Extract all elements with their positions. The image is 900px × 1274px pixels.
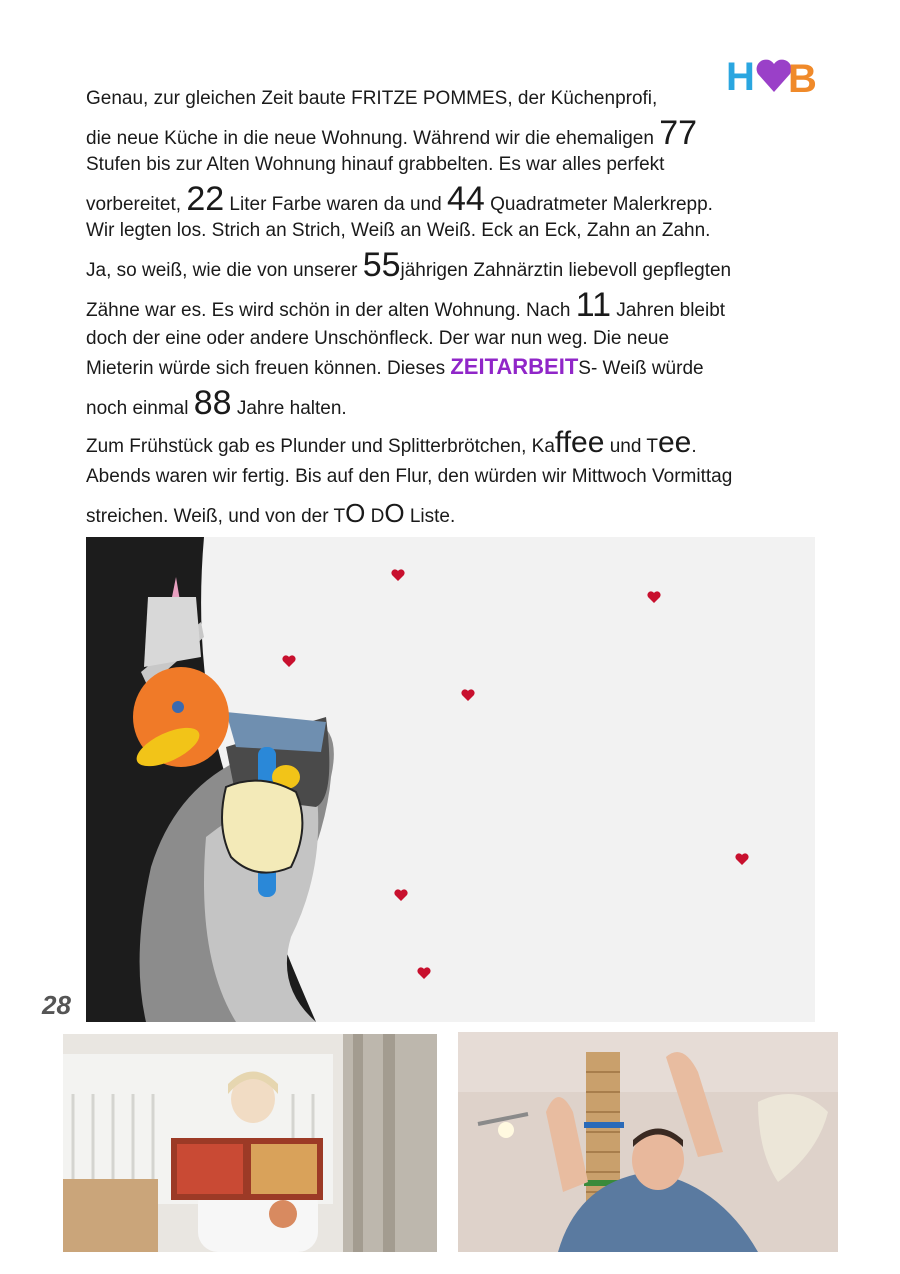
text-segment: S- Weiß würde (578, 358, 704, 379)
text-segment: Quadratmeter Malerkrepp. (484, 194, 713, 215)
text-segment: Zum Frühstück gab es Plunder und Splitterbrötchen, Ka (86, 436, 555, 457)
hat-body (144, 597, 201, 667)
text-segment: Jahren bleibt (610, 300, 726, 321)
big-ffee: ffee (554, 426, 605, 459)
painter-eye (172, 701, 184, 713)
photo-child-reading (63, 1034, 437, 1252)
big-number-55: 55 (362, 246, 401, 284)
big-o-1: O (345, 498, 366, 528)
text-segment: Liste. (404, 506, 456, 527)
text-segment: D (365, 506, 385, 527)
big-number-77: 77 (659, 114, 698, 152)
text-segment: . (691, 436, 697, 457)
text-line-12: Abends waren wir fertig. Bis auf den Flur, den würden wir Mittwoch Vormittag (86, 466, 733, 487)
text-segment: Ja, so weiß, wie die von unserer (86, 260, 363, 281)
text-segment: vorbereitet, (86, 194, 187, 215)
text-segment: Liter Farbe waren da und (224, 194, 448, 215)
text-segment: streichen. Weiß, und von der T (86, 506, 346, 527)
text-line-7 (86, 286, 725, 325)
big-number-22: 22 (186, 180, 225, 218)
photo-wooden-tower (458, 1032, 838, 1252)
text-line-4 (86, 180, 713, 219)
text-line-3: Stufen bis zur Alten Wohnung hinauf grabbelten. Es war alles perfekt (86, 154, 665, 175)
text-line-9 (86, 354, 704, 380)
heart-icon (757, 60, 792, 92)
text-line-13 (86, 498, 455, 529)
text-segment: jährigen Zahnärztin liebevoll gepflegten (400, 260, 732, 281)
text-segment: Zähne war es. Es wird schön in der alten Wohnung. Nach (86, 300, 576, 321)
big-number-11: 11 (575, 286, 611, 324)
text-line-8: doch der eine oder andere Unschönfleck. Der war nun weg. Die neue (86, 328, 670, 349)
painter-illustration (86, 537, 815, 1022)
text-segment: die neue Küche in die neue Wohnung. Während wir die ehemaligen (86, 128, 660, 149)
text-line-10 (86, 384, 347, 423)
zeitarbeit-highlight: ZEITARBEIT (450, 354, 579, 379)
logo-letter-b: B (788, 57, 817, 100)
page-number: 28 (42, 990, 71, 1020)
text-segment: Jahre halten. (231, 398, 347, 419)
text-line-11 (86, 426, 697, 460)
text-line-6 (86, 246, 731, 285)
text-line-1: Genau, zur gleichen Zeit baute FRITZE POMMES, der Küchenprofi, (86, 88, 658, 109)
text-segment: Mieterin würde sich freuen können. Dieses (86, 358, 451, 379)
text-segment: noch einmal (86, 398, 194, 419)
text-line-2 (86, 114, 697, 153)
logo-letter-h: H (726, 55, 755, 99)
big-number-44: 44 (447, 180, 485, 218)
big-ee: ee (657, 426, 692, 459)
hb-logo (724, 50, 824, 100)
text-line-5: Wir legten los. Strich an Strich, Weiß an Weiß. Eck an Eck, Zahn an Zahn. (86, 220, 711, 241)
big-o-2: O (384, 498, 405, 528)
big-number-88: 88 (193, 384, 232, 422)
text-segment: und T (604, 436, 658, 457)
painter-hand (222, 781, 302, 873)
